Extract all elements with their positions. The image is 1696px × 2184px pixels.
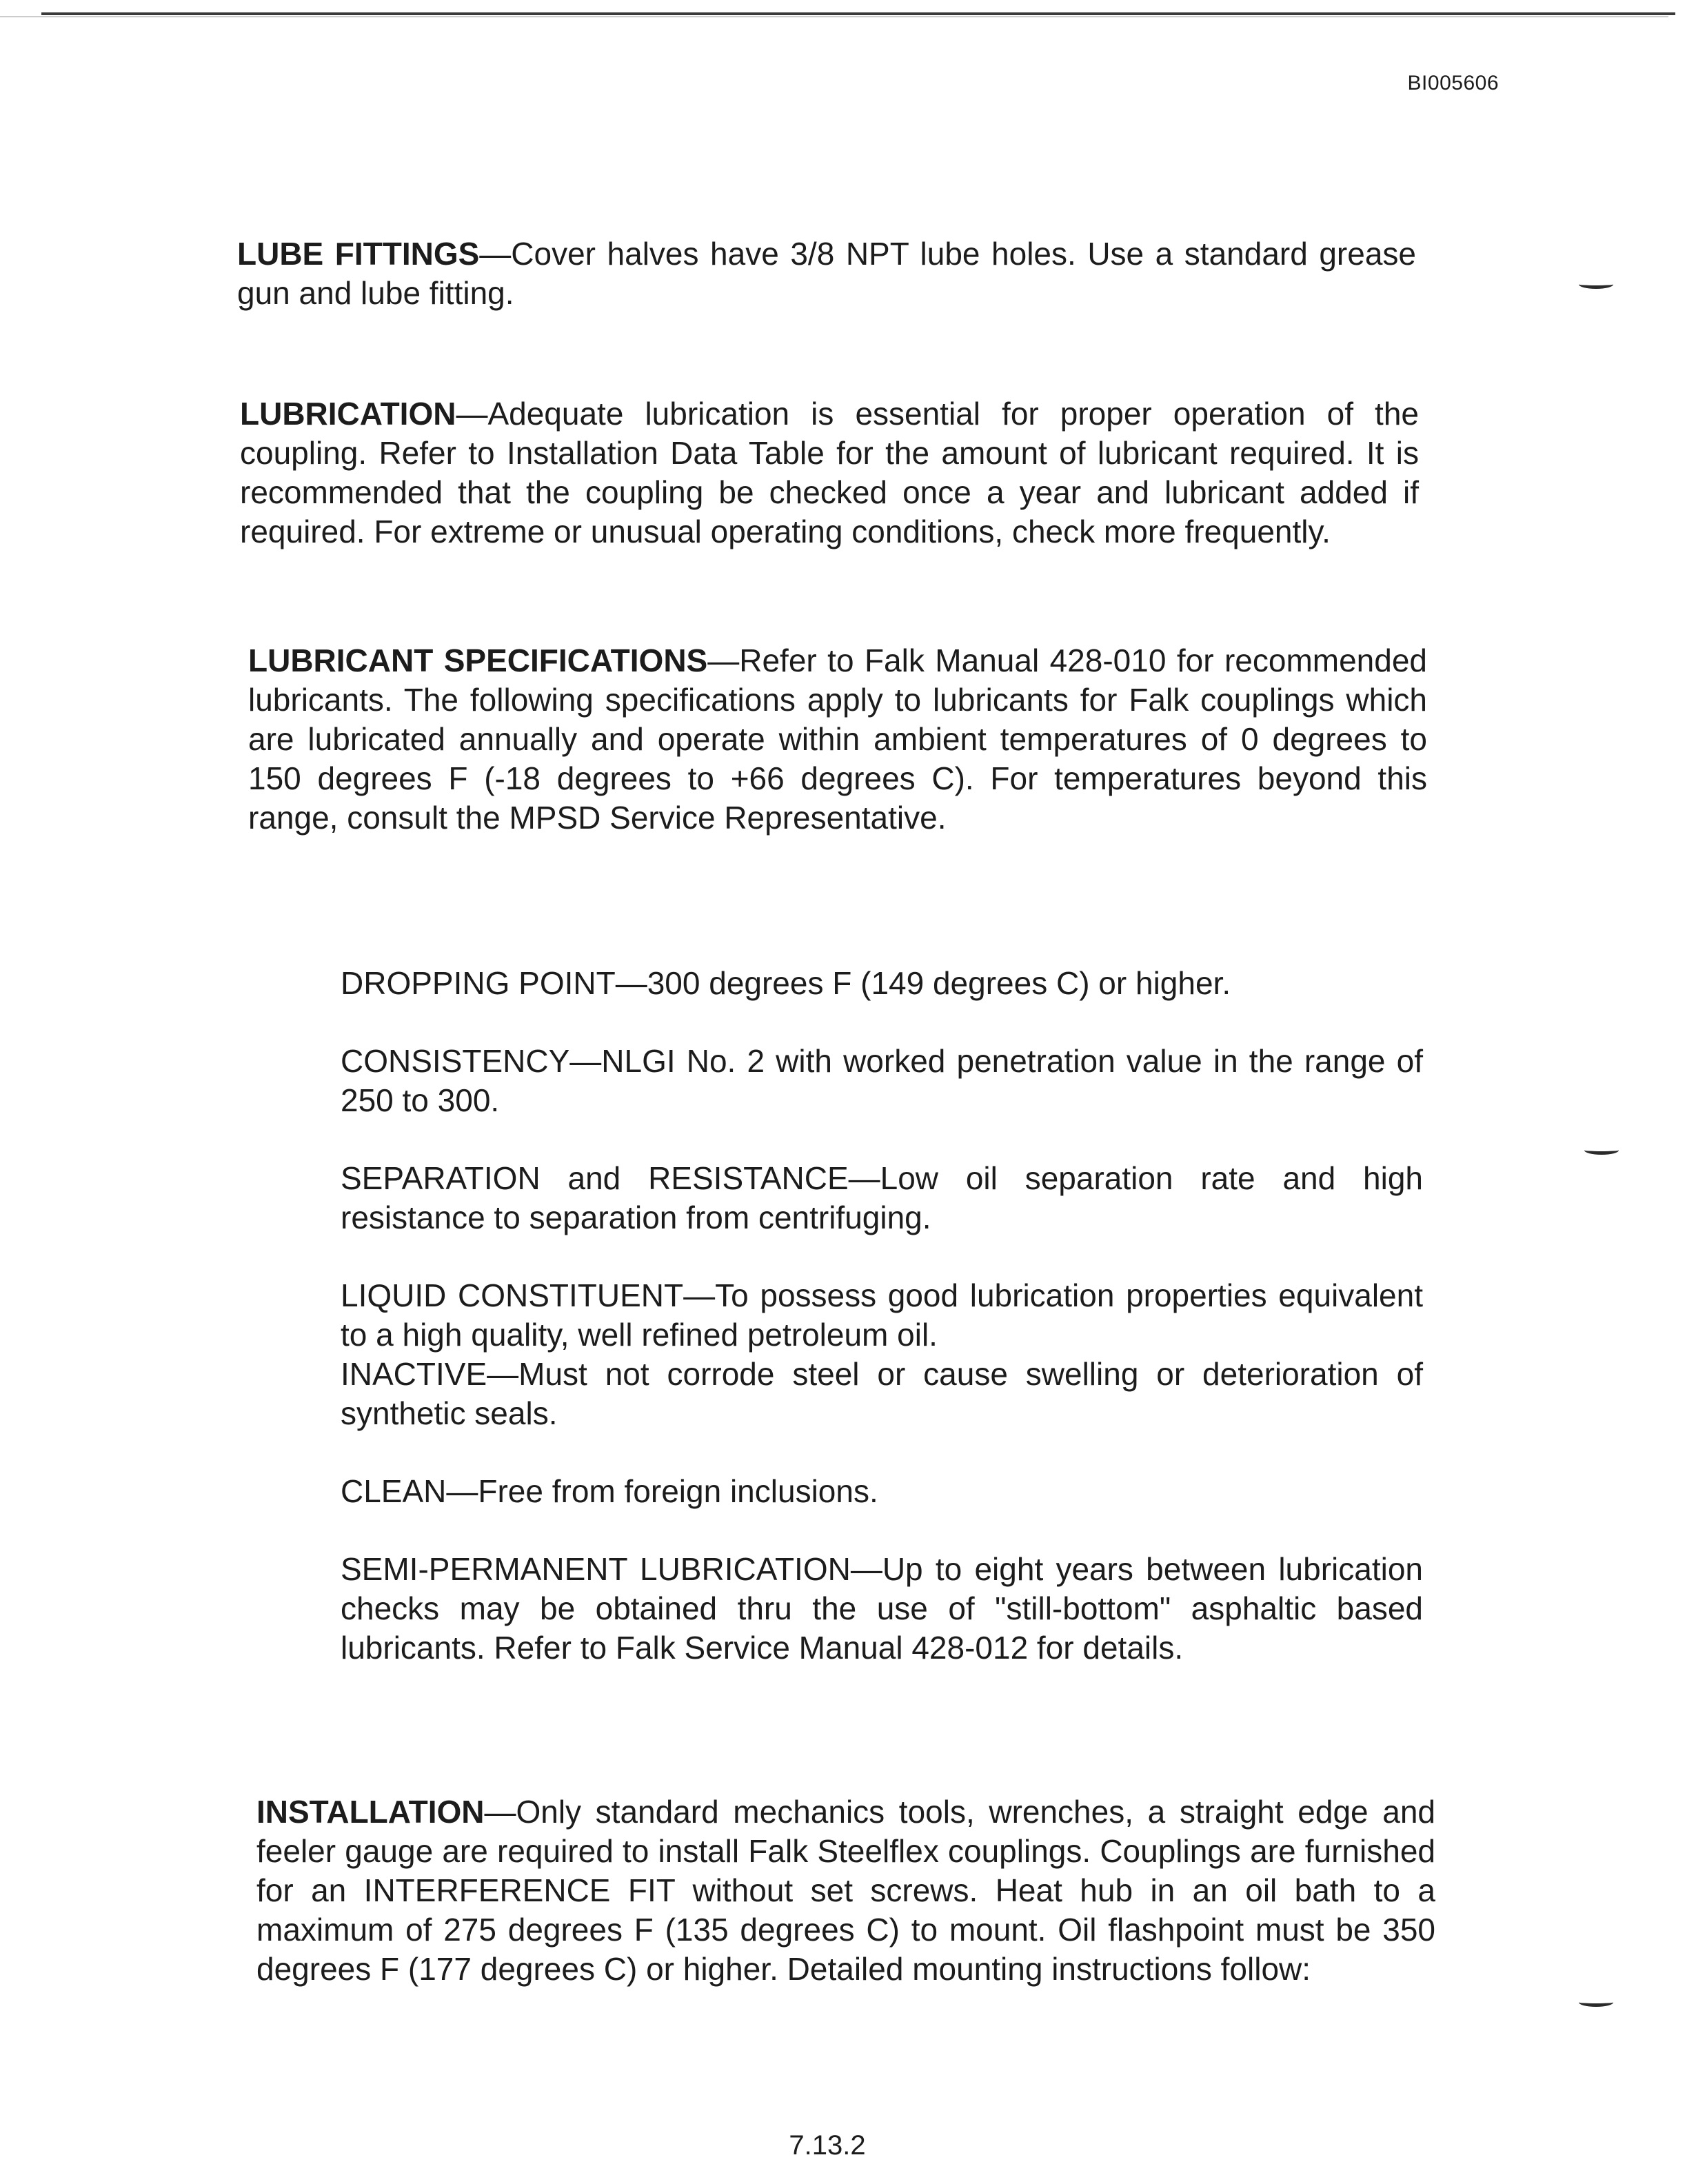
section-text: —Only standard mechanics tools, wrenches, a straight edge and feeler gauge are required to install Falk Steelflex couplings. Couplings are furnished for an INTERFERENCE FIT without set screws. Heat hub in an oil bath to a maximum of 275 degrees F (135 degrees C) to mount. Oil flashpoint must be 350 degrees F (177 degrees C) or higher. Detailed mounting instructions follow: — [256, 1794, 1435, 1987]
section-heading: LUBRICANT SPECIFICATIONS — [248, 643, 708, 678]
section-text: —Refer to Falk Manual 428-010 for recommended lubricants. The following specifications apply to lubricants for Falk couplings which are lubricated annually and operate within ambient temperatures of 0 degrees to 150 degrees F (-18 degrees to +66 degrees C). For temperatures beyond this range, consult the MPSD Service Representative. — [248, 643, 1427, 836]
top-rule — [41, 12, 1675, 15]
page-number: 7.13.2 — [789, 2130, 866, 2161]
spec-clean: CLEAN—Free from foreign inclusions. — [341, 1473, 878, 1509]
spec-consistency: CONSISTENCY—NLGI No. 2 with worked penetration value in the range of 250 to 300. — [341, 1043, 1423, 1118]
spec-dropping-point: DROPPING POINT—300 degrees F (149 degrees C) or higher. — [341, 965, 1231, 1001]
section-lubrication — [240, 394, 1419, 552]
section-heading: LUBRICATION — [240, 396, 456, 432]
margin-tick-mark — [1584, 1146, 1619, 1155]
spec-inactive: INACTIVE—Must not corrode steel or cause swelling or deterioration of synthetic seals. — [341, 1356, 1423, 1431]
section-text: —Cover halves have 3/8 NPT lube holes. Use a standard grease gun and lube fitting. — [237, 236, 1416, 311]
section-lube-fittings — [237, 234, 1416, 313]
section-heading: LUBE FITTINGS — [237, 236, 480, 272]
document-id: BI005606 — [1407, 72, 1499, 94]
section-text: —Adequate lubrication is essential for proper operation of the coupling. Refer to Installation Data Table for the amount of lubricant required. It is recommended that the coupling be checked once a year and lubricant added if required. For extreme or unusual operating conditions, check more frequently. — [240, 396, 1419, 549]
specification-list — [341, 964, 1423, 1668]
margin-tick-mark — [1579, 280, 1613, 289]
margin-tick-mark — [1579, 1998, 1613, 2007]
section-heading: INSTALLATION — [256, 1794, 485, 1830]
section-lubricant-specifications — [248, 641, 1427, 838]
section-installation — [256, 1792, 1435, 1989]
spec-semi-permanent: SEMI-PERMANENT LUBRICATION—Up to eight years between lubrication checks may be obtained thru the use of "still-bottom" asphaltic based lubricants. Refer to Falk Service Manual 428-012 for details. — [341, 1551, 1423, 1666]
spec-separation: SEPARATION and RESISTANCE—Low oil separation rate and high resistance to separation from centrifuging. — [341, 1160, 1423, 1235]
spec-liquid-constituent: LIQUID CONSTITUENT—To possess good lubrication properties equivalent to a high quality, well refined petroleum oil. — [341, 1277, 1423, 1353]
